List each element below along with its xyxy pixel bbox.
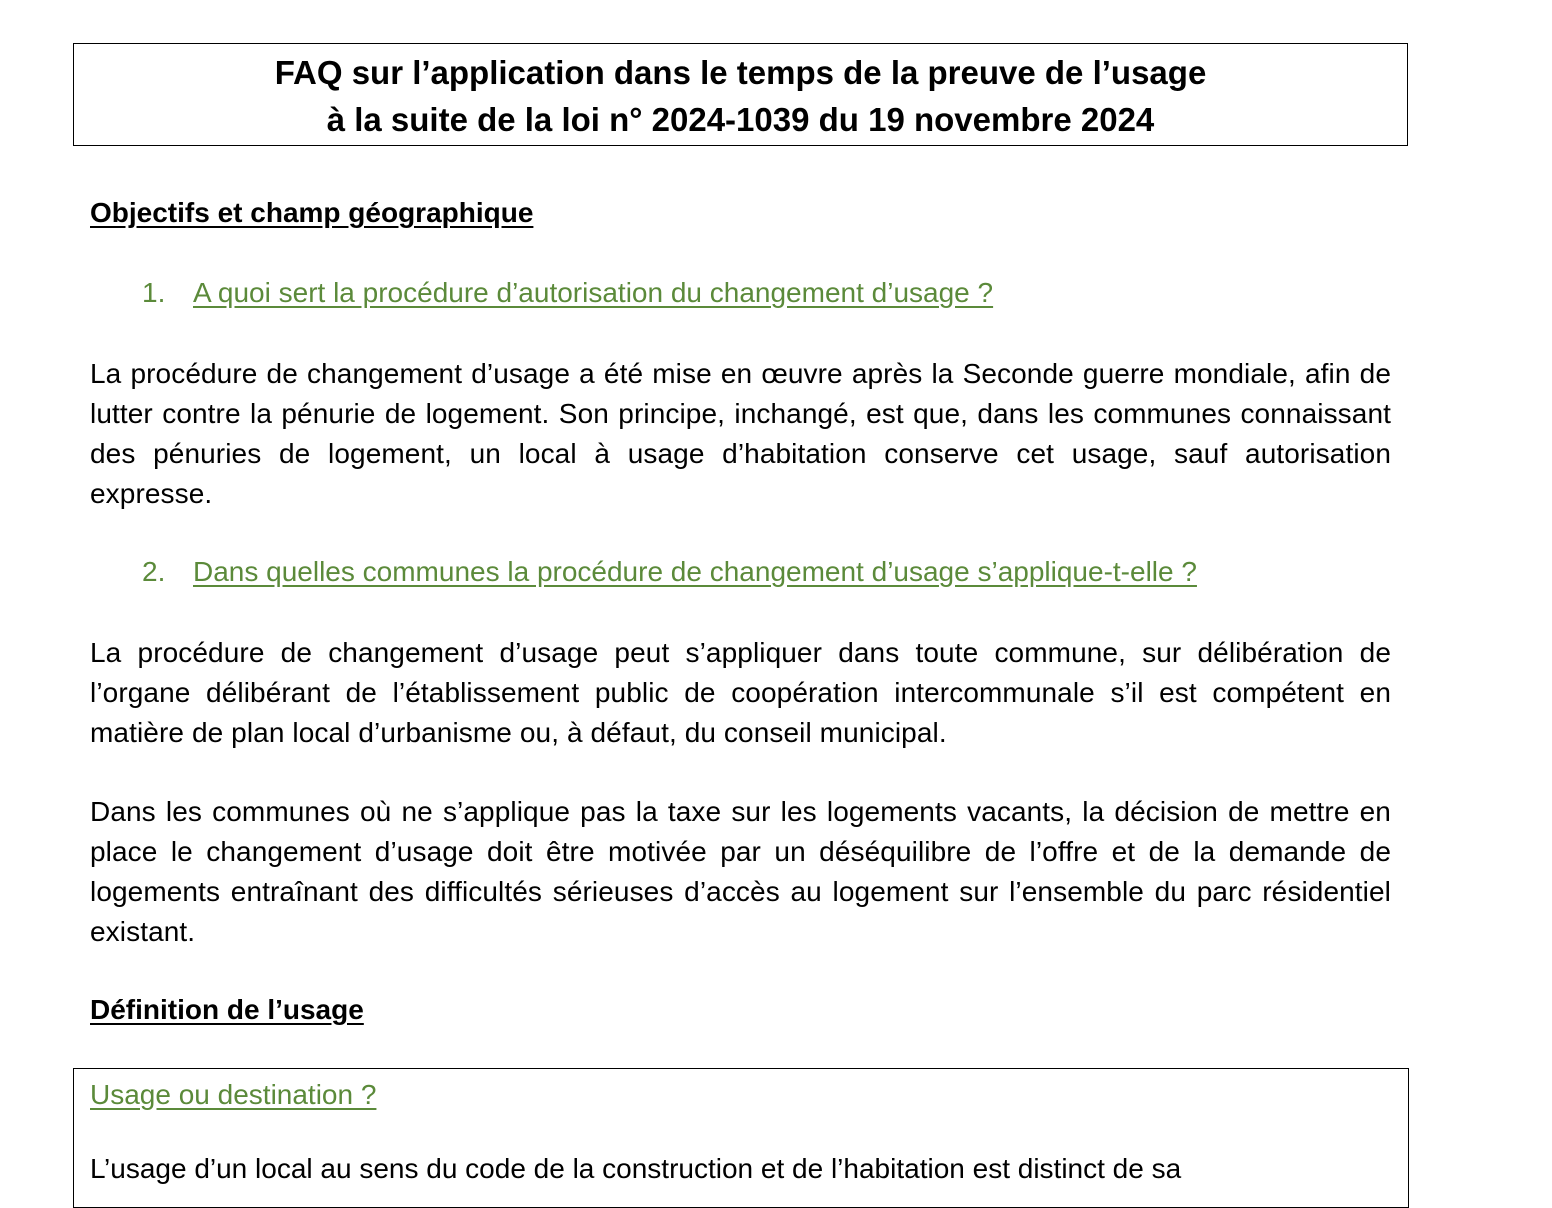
section-heading-objectifs: Objectifs et champ géographique xyxy=(90,197,534,228)
info-box-title: Usage ou destination ? xyxy=(90,1079,377,1110)
paragraph-2: La procédure de changement d’usage peut s’appliquer dans toute commune, sur délibération de l’organe délibérant de l’établissement public de coopération intercommunale s’il est compétent en matière de plan local d’urbanisme ou, à défaut, du conseil municipal. xyxy=(90,637,1391,748)
question-1-text: A quoi sert la procédure d’autorisation du changement d’usage ? xyxy=(193,277,994,308)
paragraph-1: La procédure de changement d’usage a été mise en œuvre après la Seconde guerre mondiale, afin de lutter contre la pénurie de logement. Son principe, inchangé, est que, dans les communes connaissant des pénuries de logement, un local à usage d’habitation conserve cet usage, sauf autorisation expresse. xyxy=(90,358,1391,509)
section-heading-definition: Définition de l’usage xyxy=(90,994,364,1025)
question-2-number: 2. xyxy=(142,556,166,587)
info-box-text: L’usage d’un local au sens du code de la construction et de l’habitation est distinct de sa xyxy=(90,1153,1182,1184)
info-box-usage xyxy=(73,1068,1409,1208)
document-title-line-1: FAQ sur l’application dans le temps de la preuve de l’usage xyxy=(274,54,1207,91)
question-2-text: Dans quelles communes la procédure de changement d’usage s’applique-t-elle ? xyxy=(193,556,1197,587)
paragraph-3: Dans les communes où ne s’applique pas la taxe sur les logements vacants, la décision de mettre en place le changement d’usage doit être motivée par un déséquilibre de l’offre et de la demande de logements entraînant des difficultés sérieuses d’accès au logement sur l’ensemble du parc résidentiel existant. xyxy=(90,796,1391,947)
document-title-box xyxy=(73,43,1408,146)
question-1-number: 1. xyxy=(142,277,166,308)
question-1 xyxy=(142,277,993,309)
question-2 xyxy=(142,556,1197,588)
document-title-line-2: à la suite de la loi n° 2024-1039 du 19 novembre 2024 xyxy=(326,101,1155,138)
